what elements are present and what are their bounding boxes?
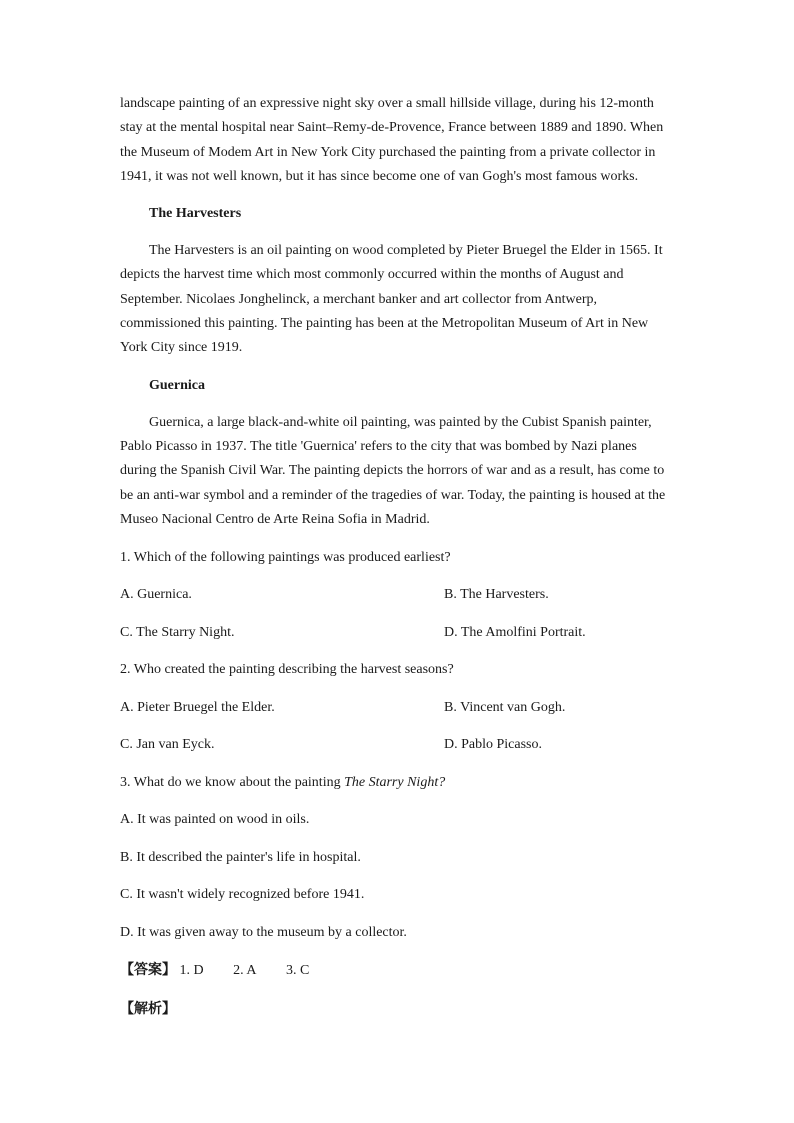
question-1-stem: 1. Which of the following paintings was produced earliest? xyxy=(120,549,451,565)
text-line: York City since 1919. xyxy=(120,340,243,356)
option-b: B. Vincent van Gogh. xyxy=(444,699,566,715)
painting-title: The Starry Night? xyxy=(344,774,446,790)
option-b: B. It described the painter's life in hospital. xyxy=(120,849,361,865)
text-line: commissioned this painting. The painting has been at the Metropolitan Museum of Art in New xyxy=(120,316,649,332)
question-1-options-row-1 xyxy=(120,583,680,607)
section-heading-harvesters: The Harvesters xyxy=(149,206,242,222)
text-line: be an anti-war symbol and a reminder of the tragedies of war. Today, the painting is housed at the xyxy=(120,487,666,503)
option-c: C. It wasn't widely recognized before 1941. xyxy=(120,887,365,903)
question-2-stem: 2. Who created the painting describing the harvest seasons? xyxy=(120,662,454,678)
text-line: landscape painting of an expressive night sky over a small hillside village, during his 12-month xyxy=(120,96,654,111)
question-3-stem-text: 3. What do we know about the painting xyxy=(120,774,345,790)
section-heading-guernica: Guernica xyxy=(149,377,205,393)
analysis-line xyxy=(120,998,680,1022)
question-2-options-row-1 xyxy=(120,696,680,720)
answer-label: 【答案】 xyxy=(120,962,176,979)
answer-line xyxy=(120,958,680,982)
text-line: The Harvesters is an oil painting on wood completed by Pieter Bruegel the Elder in 1565. It xyxy=(149,243,663,259)
answer-item: 2. A xyxy=(233,963,257,979)
question-2-options-row-2 xyxy=(120,733,680,757)
answer-item: 3. C xyxy=(285,963,310,979)
guernica-paragraph xyxy=(120,411,680,532)
text-line: depicts the harvest time which most commonly occurred within the months of August and xyxy=(120,267,624,283)
harvesters-paragraph xyxy=(120,239,680,360)
analysis-label: 【解析】 xyxy=(120,1001,176,1018)
option-a: A. Pieter Bruegel the Elder. xyxy=(120,699,275,715)
option-d: D. The Amolfini Portrait. xyxy=(444,624,586,640)
option-d: D. It was given away to the museum by a collector. xyxy=(120,924,407,940)
option-a: A. It was painted on wood in oils. xyxy=(120,812,310,828)
text-line: Museo Nacional Centro de Arte Reina Sofia in Madrid. xyxy=(120,511,430,527)
question-3-stem xyxy=(120,771,680,795)
intro-paragraph xyxy=(120,92,680,189)
text-line: the Museum of Modem Art in New York City purchased the painting from a private collector in xyxy=(120,144,656,160)
document-page xyxy=(120,92,680,1022)
option-c: C. The Starry Night. xyxy=(120,624,235,640)
text-line: September. Nicolaes Jonghelinck, a merchant banker and art collector from Antwerp, xyxy=(120,291,597,307)
option-b: B. The Harvesters. xyxy=(444,587,549,603)
text-line: stay at the mental hospital near Saint–Remy-de-Provence, France between 1889 and 1890. When xyxy=(120,120,664,136)
answer-item: 1. D xyxy=(179,963,204,979)
text-line: 1941, it was not well known, but it has since become one of van Gogh's most famous works. xyxy=(120,168,639,184)
option-a: A. Guernica. xyxy=(120,587,192,603)
text-line: Pablo Picasso in 1937. The title 'Guernica' refers to the city that was bombed by Nazi planes xyxy=(120,438,637,454)
option-d: D. Pablo Picasso. xyxy=(444,737,542,753)
question-1-options-row-2 xyxy=(120,621,680,645)
option-c: C. Jan van Eyck. xyxy=(120,737,215,753)
text-line: Guernica, a large black-and-white oil painting, was painted by the Cubist Spanish painter, xyxy=(149,414,652,430)
text-line: during the Spanish Civil War. The painting depicts the horrors of war and as a result, has come to xyxy=(120,463,665,479)
